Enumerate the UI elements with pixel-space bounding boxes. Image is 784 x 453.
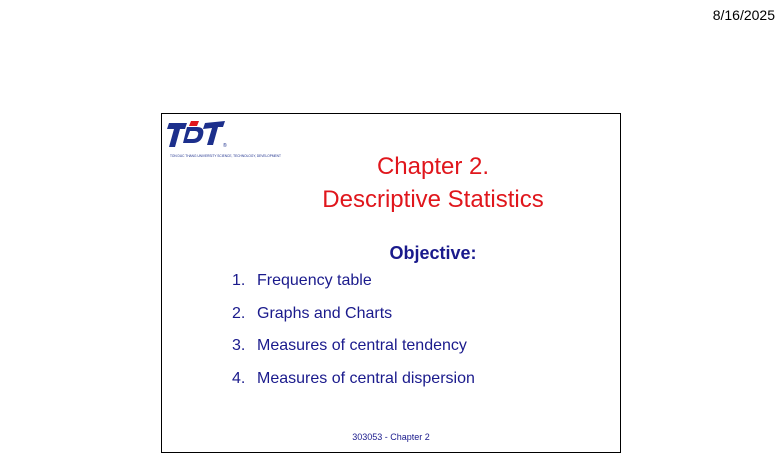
slide-title-line1: Chapter 2. xyxy=(376,153,490,180)
objective-item: 4. Measures of central dispersion xyxy=(232,369,475,387)
objective-item: 1. Frequency table xyxy=(232,272,372,289)
objective-heading: Objective: xyxy=(389,243,477,263)
objective-item: 3. Measures of central tendency xyxy=(232,337,467,354)
print-date: 8/16/2025 xyxy=(712,7,775,23)
slide-footer: 303053 - Chapter 2 xyxy=(352,432,430,442)
objective-list xyxy=(232,272,475,402)
objective-item: 2. Graphs and Charts xyxy=(232,304,393,322)
svg-text:®: ® xyxy=(223,143,227,149)
logo-caption: TON DUC THANG UNIVERSITY SCIENCE, TECHNOLOGY, DEVELOPMENT xyxy=(170,154,281,158)
slide-title-line2: Descriptive Statistics xyxy=(322,186,544,213)
slide-frame xyxy=(161,113,621,453)
